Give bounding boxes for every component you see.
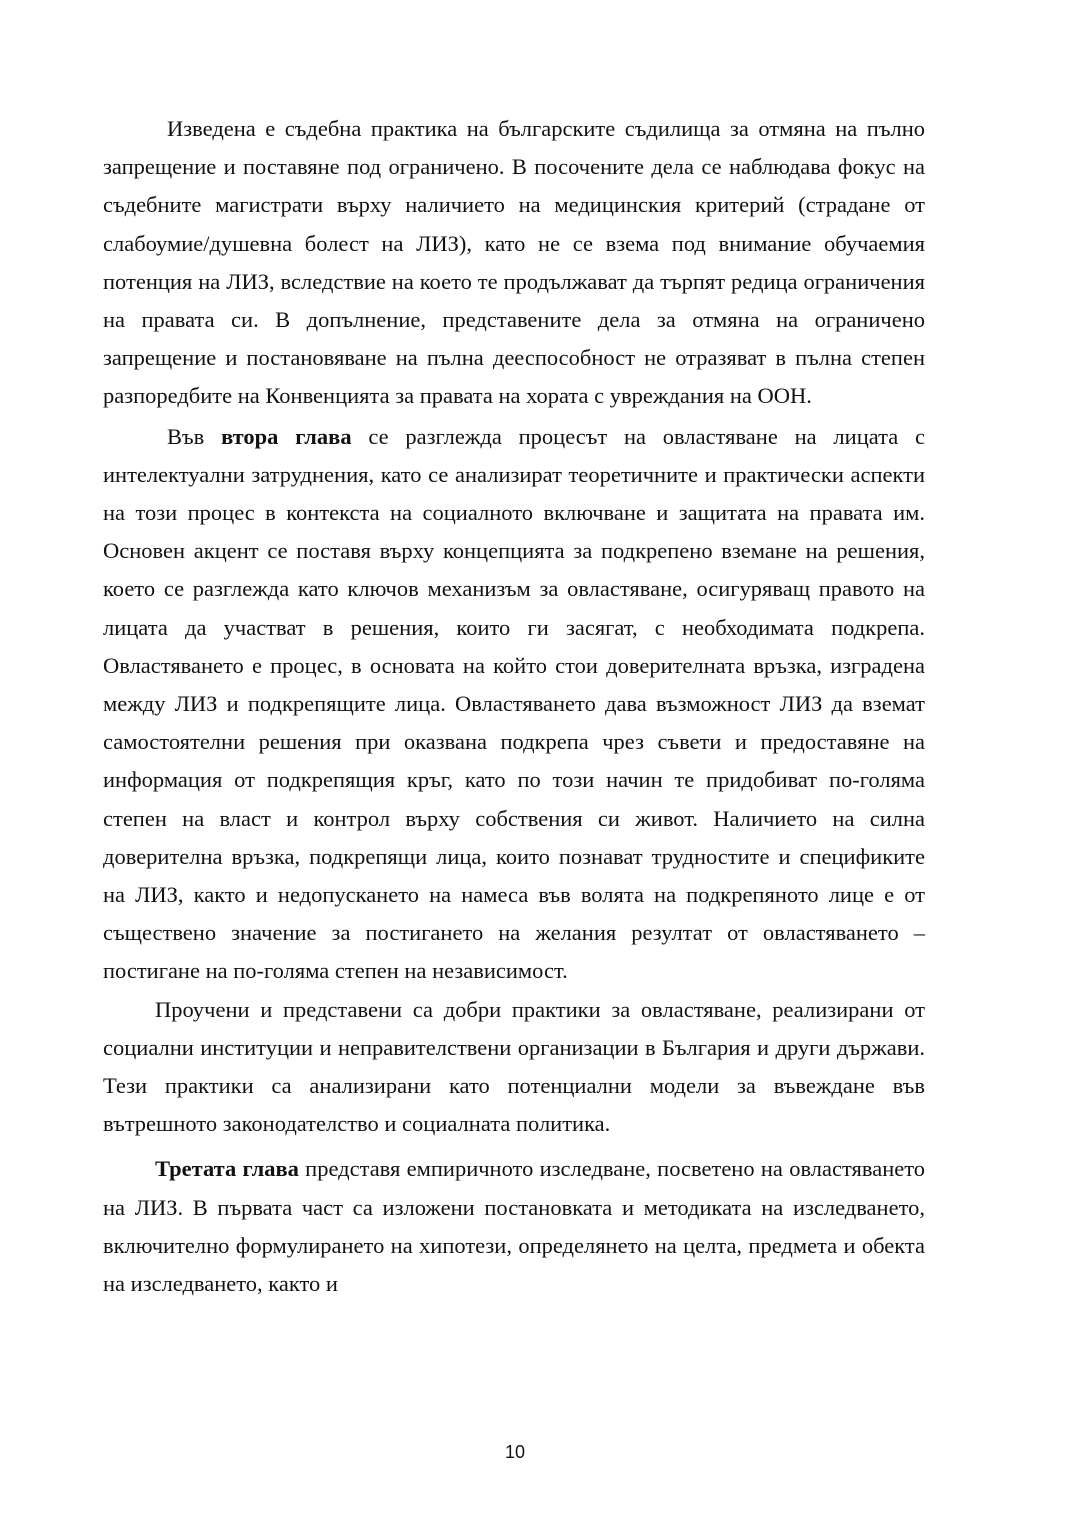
paragraph-2: [103, 418, 925, 991]
paragraph-4-bold-term: Третата глава: [155, 1156, 299, 1182]
paragraph-1-text: Изведена е съдебна практика на българските съдилища за отмяна на пълно запрещение и поставяне под ограничено. В посочените дела се наблюдава фокус на съдебните магистрати върху наличието на медицинския критерий (страдане от слабоумие/душевна болест на ЛИЗ), като не се взема под внимание обучаемия потенция на ЛИЗ, вследствие на което те продължават да търпят редица ограничения на правата си. В допълнение, представените дела за отмяна на ограничено запрещение и постановяване на пълна дееспособност не отразяват в пълна степен разпоредбите на Конвенцията за правата на хората с увреждания на ООН.: [103, 116, 925, 409]
paragraph-2-text: се разглежда процесът на овластяване на лицата с интелектуални затруднения, като се анализират теоретичните и практически аспекти на този процес в контекста на социалното включване и защитата на правата им. Основен акцент се поставя върху концепцията за подкрепено вземане на решения, което се разглежда като ключов механизъм за овластяване, осигуряващ правото на лицата да участват в решения, които ги засягат, с необходимата подкрепа. Овластяването е процес, в основата на който стои доверителната връзка, изградена между ЛИЗ и подкрепящите лица. Овластяването дава възможност ЛИЗ да вземат самостоятелни решения при оказвана подкрепа чрез съвети и предоставяне на информация от подкрепящия кръг, като по този начин те придобиват по-голяма степен на власт и контрол върху собствения си живот. Наличието на силна доверителна връзка, подкрепящи лица, които познават трудностите и спецификите на ЛИЗ, както и недопускането на намеса във волята на подкрепяното лице е от съществено значение за постигането на желания резултат от овластяването – постигане на по-голяма степен на независимост.: [103, 423, 926, 984]
paragraph-3-text: Проучени и представени са добри практики за овластяване, реализирани от социални институции и неправителствени организации в България и други държави. Тези практики са анализирани като потенциални модели за въвеждане във вътрешното законодателство и социалната политика.: [103, 996, 925, 1137]
paragraph-3: [103, 991, 925, 1144]
paragraph-2-lead: Във: [167, 423, 222, 449]
paragraph-2-bold-term: втора глава: [221, 423, 352, 449]
paragraph-4: [103, 1150, 925, 1303]
page-number: 10: [504, 1442, 526, 1462]
paragraph-1: [103, 110, 925, 416]
paragraph-4-text: представя емпиричното изследване, посветено на овластяването на ЛИЗ. В първата част са изложени постановката и методиката на изследването, включително формулирането на хипотези, определянето на целта, предмета и обекта на изследването, както и: [103, 1156, 926, 1297]
